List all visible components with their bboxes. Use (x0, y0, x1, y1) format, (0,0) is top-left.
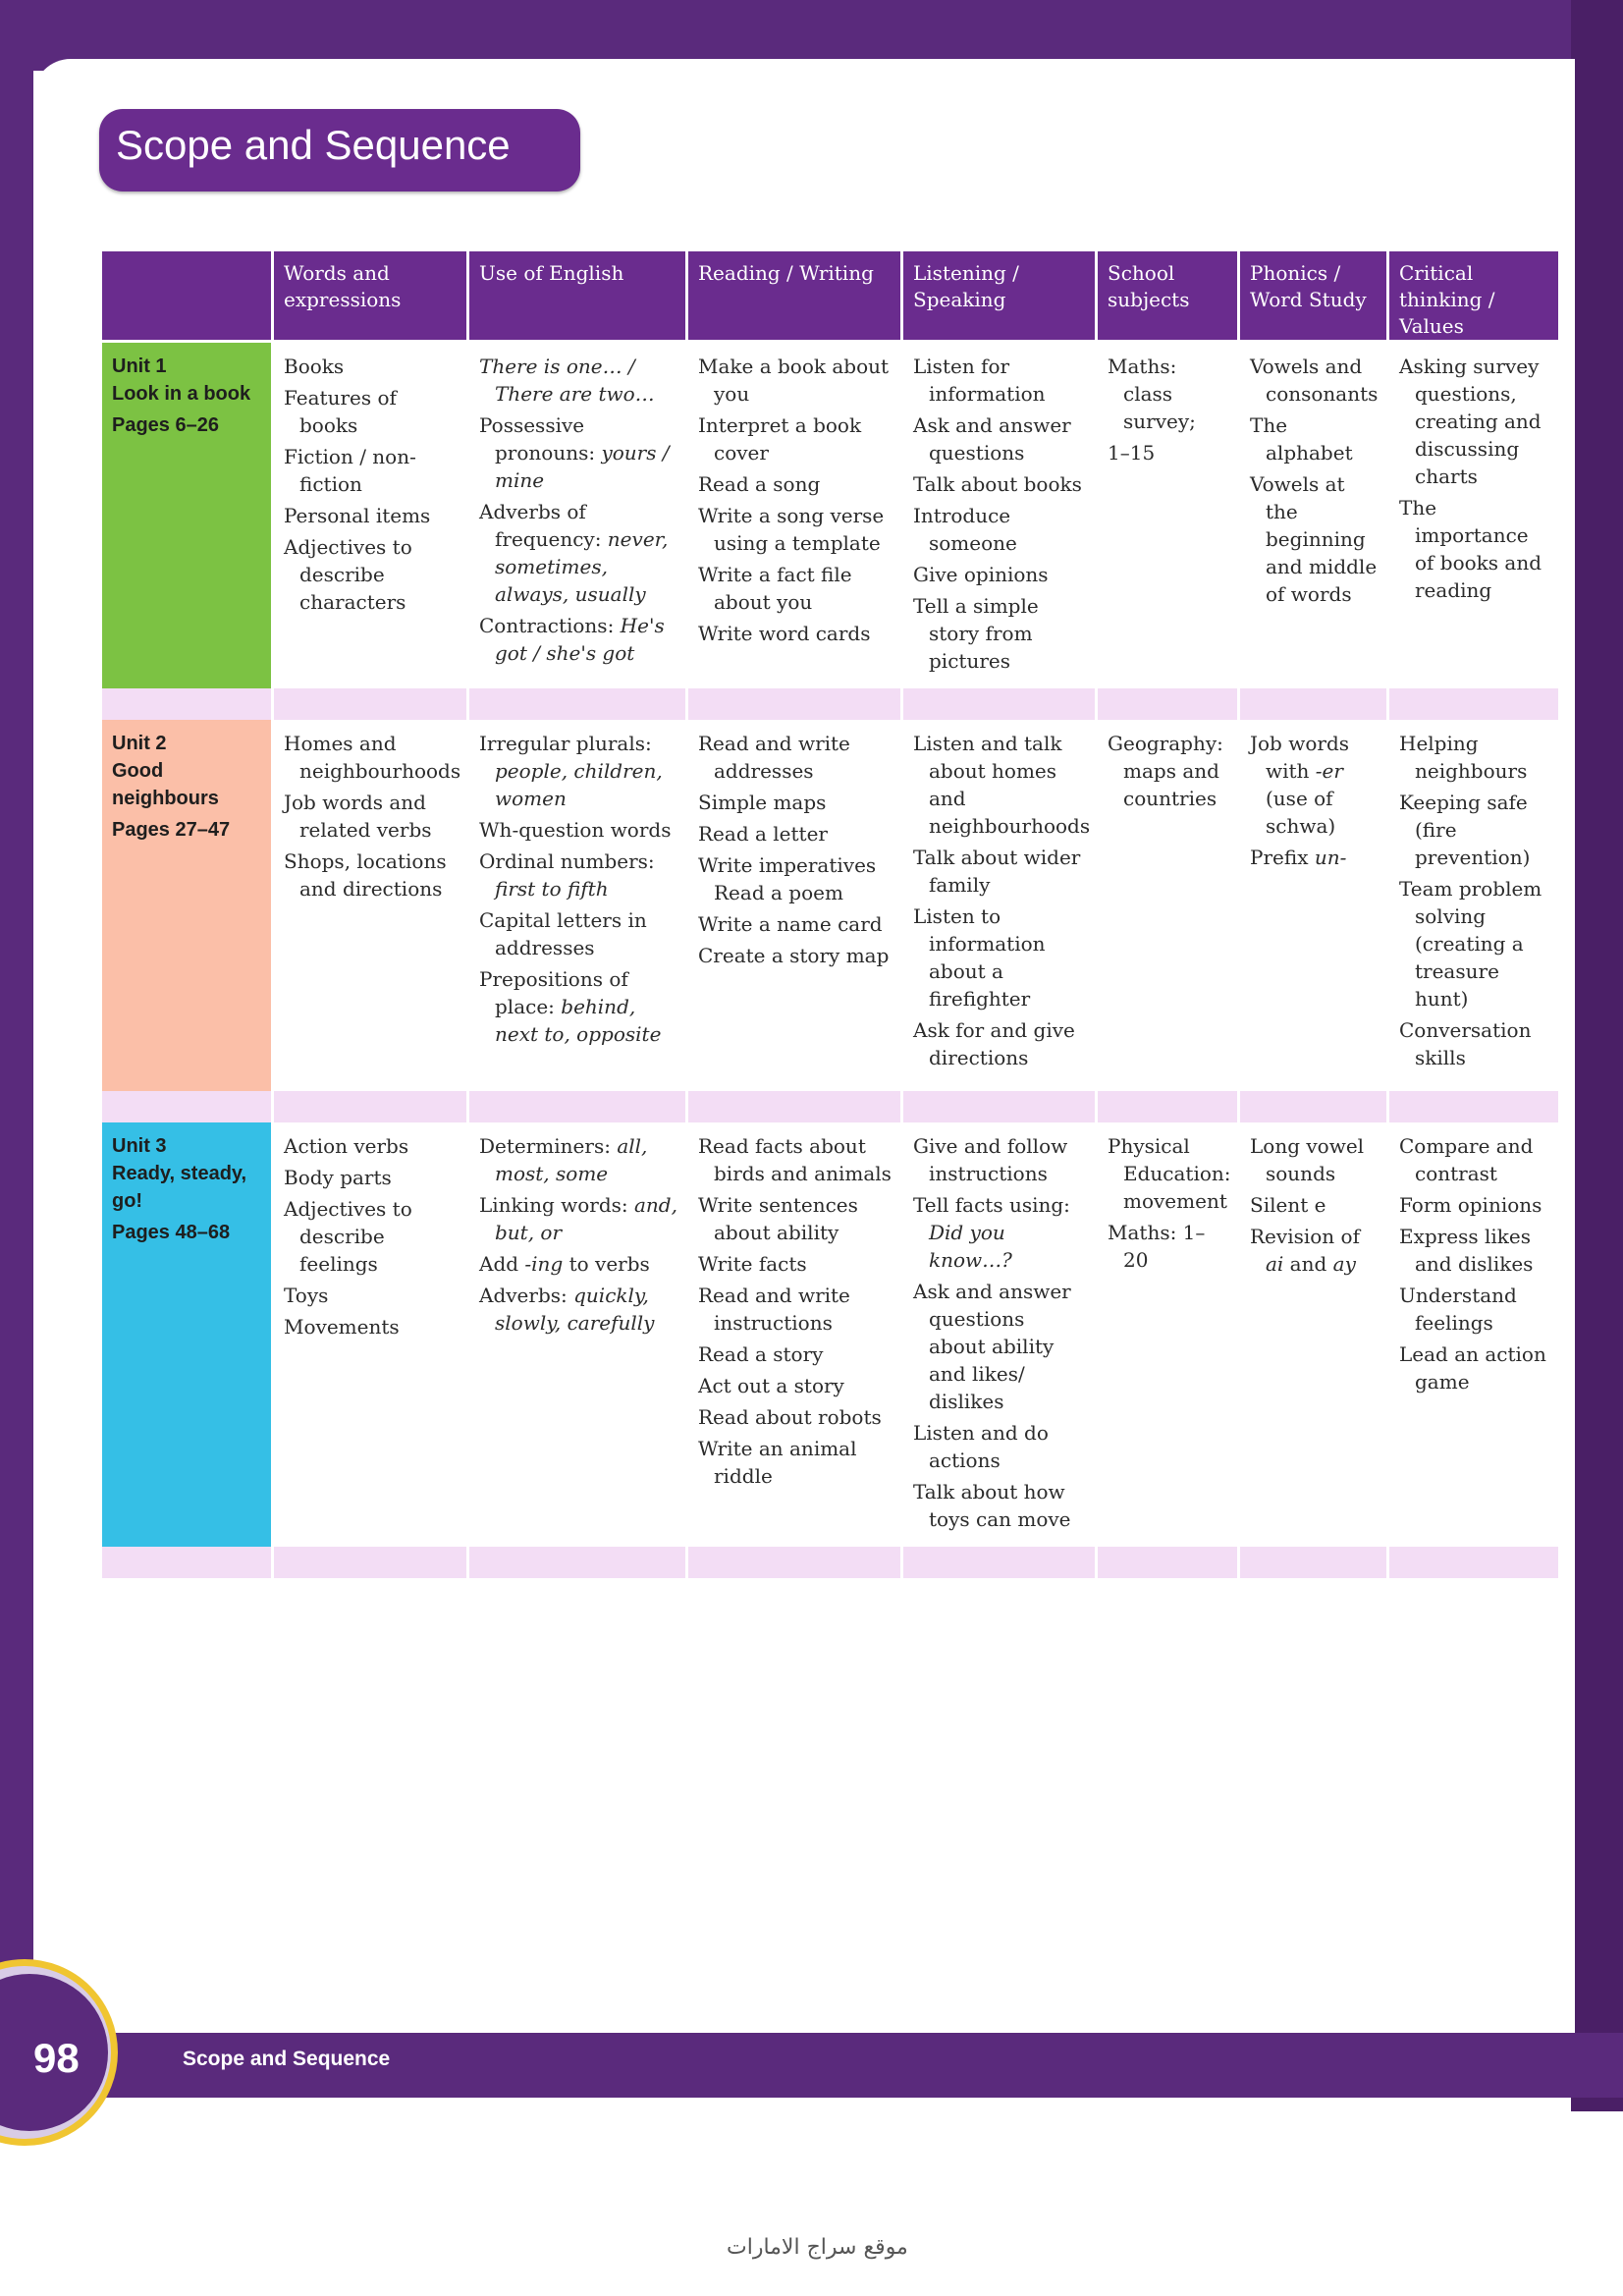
list-item (698, 561, 893, 616)
separator-cell (469, 688, 685, 720)
separator-cell (1389, 688, 1558, 720)
italic-text: He's got / she's got (495, 614, 665, 665)
plain-text: Read a story (698, 1342, 824, 1366)
separator-cell (274, 688, 466, 720)
plain-text: Read a song (698, 472, 821, 496)
list-item (1399, 875, 1550, 1012)
unit-cell-school-subjects (1098, 1122, 1237, 1547)
unit-cell-reading-writing (688, 343, 900, 688)
unit-number: Unit 2 (112, 733, 167, 754)
unit-row (102, 720, 1558, 1091)
plain-text: Vowels at the beginning and middle of words (1250, 472, 1378, 606)
plain-text: Understand feelings (1399, 1284, 1517, 1335)
list-item (913, 411, 1087, 466)
list-item (479, 1250, 677, 1278)
list-item (1250, 1223, 1379, 1278)
plain-text: Adjectives to describe characters (284, 535, 412, 614)
unit-row (102, 343, 1558, 688)
site-watermark-text: موقع سراج الامارات (727, 2235, 908, 2260)
italic-text: first to fifth (495, 877, 609, 901)
italic-text: ai (1266, 1252, 1284, 1276)
unit-cell-phonics-word-study (1240, 1122, 1386, 1547)
row-separator (102, 1091, 1558, 1122)
separator-cell (102, 1547, 271, 1578)
plain-text: Compare and contrast (1399, 1134, 1534, 1185)
scope-table (99, 251, 1561, 1578)
plain-text: Contractions: (479, 614, 621, 637)
unit-number: Unit 3 (112, 1135, 167, 1157)
plain-text: Fiction / non-fiction (284, 445, 416, 496)
list-item (1250, 470, 1379, 608)
list-item (1108, 439, 1229, 466)
column-header: Reading / Writing (688, 251, 900, 343)
list-item (1399, 1191, 1550, 1219)
plain-text: Movements (284, 1315, 400, 1339)
plain-text: The alphabet (1250, 413, 1353, 465)
list-item (913, 561, 1087, 588)
list-item (479, 353, 677, 408)
plain-text: Keeping safe (fire prevention) (1399, 791, 1531, 869)
plain-text: to verbs (563, 1252, 650, 1276)
plain-text: Geography: maps and countries (1108, 732, 1223, 810)
plain-text: 1–15 (1108, 441, 1156, 465)
row-separator (102, 1547, 1558, 1578)
plain-text: Talk about wider family (913, 846, 1081, 897)
page-number: 98 (33, 2035, 80, 2081)
list-item (913, 502, 1087, 557)
list-item (284, 1282, 459, 1309)
unit-cell-use-of-english (469, 343, 685, 688)
plain-text: Listen to information about a firefighter (913, 904, 1046, 1011)
plain-text: Tell a simple story from pictures (913, 594, 1039, 673)
list-item (479, 612, 677, 667)
italic-text: Did you know…? (929, 1221, 1012, 1272)
italic-text: and, but, or (495, 1193, 677, 1244)
italic-text: There is one… / There are two… (479, 355, 655, 406)
list-item (1250, 1191, 1379, 1219)
plain-text: Read about robots (698, 1405, 882, 1429)
plain-text: Irregular plurals: (479, 732, 652, 755)
list-item (913, 1419, 1087, 1474)
plain-text: Give and follow instructions (913, 1134, 1068, 1185)
plain-text: (use of schwa) (1266, 787, 1336, 838)
plain-text: Toys (284, 1284, 329, 1307)
plain-text: Maths: class survey; (1108, 355, 1196, 433)
italic-text: yours / mine (495, 441, 670, 492)
list-item (698, 1340, 893, 1368)
plain-text: Body parts (284, 1166, 392, 1189)
list-item (1399, 1282, 1550, 1337)
separator-cell (469, 1091, 685, 1122)
unit-pages: Pages 48–68 (112, 1222, 231, 1243)
list-item (284, 789, 459, 844)
header-corner (102, 251, 271, 343)
unit-row (102, 1122, 1558, 1547)
list-item (698, 502, 893, 557)
list-item (698, 1282, 893, 1337)
list-item (698, 910, 893, 938)
plain-text: Action verbs (284, 1134, 409, 1158)
separator-cell (1098, 1547, 1237, 1578)
separator-cell (1240, 688, 1386, 720)
list-item (913, 902, 1087, 1012)
list-item (1399, 1132, 1550, 1187)
unit-number: Unit 1 (112, 355, 167, 377)
column-header: Phonics / Word Study (1240, 251, 1386, 343)
plain-text: Write word cards (698, 622, 871, 645)
italic-text: never, sometimes, always, usually (495, 527, 669, 606)
list-item (913, 1132, 1087, 1187)
list-item (1399, 1223, 1550, 1278)
list-item (479, 906, 677, 961)
list-item (1399, 1340, 1550, 1395)
list-item (479, 965, 677, 1048)
unit-cell-reading-writing (688, 720, 900, 1091)
list-item (698, 1372, 893, 1399)
unit-title: Ready, steady, go! (112, 1163, 247, 1212)
unit-cell-phonics-word-study (1240, 343, 1386, 688)
list-item (284, 384, 459, 439)
plain-text: Introduce someone (913, 504, 1017, 555)
plain-text: Job words and related verbs (284, 791, 432, 842)
unit-cell-listening-speaking (903, 343, 1095, 688)
list-item (913, 1016, 1087, 1071)
list-item (284, 1195, 459, 1278)
italic-text: all, most, some (495, 1134, 648, 1185)
list-item (1250, 411, 1379, 466)
plain-text: Write a name card (698, 912, 883, 936)
plain-text: Read a letter (698, 822, 828, 846)
plain-text: Job words with (1250, 732, 1350, 783)
plain-text: Listen and talk about homes and neighbourhoods (913, 732, 1091, 838)
plain-text: Wh-question words (479, 818, 672, 842)
unit-label-cell (102, 343, 271, 688)
plain-text: Read facts about birds and animals (698, 1134, 892, 1185)
list-item (1399, 730, 1550, 785)
footer-section-title: Scope and Sequence (183, 2048, 391, 2070)
list-item (1250, 844, 1379, 871)
list-item (698, 851, 893, 906)
list-item (284, 1164, 459, 1191)
list-item (1108, 1219, 1229, 1274)
header-row (102, 251, 1558, 343)
plain-text: Create a story map (698, 944, 890, 967)
plain-text: Read and write instructions (698, 1284, 850, 1335)
plain-text: Prefix (1250, 846, 1315, 869)
separator-cell (688, 1091, 900, 1122)
plain-text: Express likes and dislikes (1399, 1225, 1534, 1276)
unit-cell-phonics-word-study (1240, 720, 1386, 1091)
plain-text: Write imperatives Read a poem (698, 853, 877, 904)
unit-cell-critical-thinking-values (1389, 343, 1558, 688)
list-item (479, 498, 677, 608)
list-item (1399, 353, 1550, 490)
unit-cell-critical-thinking-values (1389, 1122, 1558, 1547)
separator-cell (903, 1091, 1095, 1122)
plain-text: Ask and answer questions (913, 413, 1071, 465)
list-item (479, 1132, 677, 1187)
list-item (913, 470, 1087, 498)
separator-cell (903, 1547, 1095, 1578)
separator-cell (1098, 1091, 1237, 1122)
list-item (913, 592, 1087, 675)
list-item (479, 411, 677, 494)
plain-text: Capital letters in addresses (479, 908, 647, 959)
plain-text: Revision of (1250, 1225, 1360, 1248)
list-item (698, 942, 893, 969)
list-item (698, 1132, 893, 1187)
plain-text: Talk about how toys can move (913, 1480, 1071, 1531)
list-item (698, 411, 893, 466)
list-item (1250, 353, 1379, 408)
unit-cell-reading-writing (688, 1122, 900, 1547)
list-item (698, 353, 893, 408)
plain-text: Act out a story (698, 1374, 844, 1397)
plain-text: Prepositions of place: (479, 967, 628, 1018)
unit-cell-words-and-expressions (274, 1122, 466, 1547)
list-item (1108, 1132, 1229, 1215)
plain-text: Possessive pronouns: (479, 413, 602, 465)
plain-text: Homes and neighbourhoods (284, 732, 461, 783)
plain-text: Add (479, 1252, 525, 1276)
plain-text: Simple maps (698, 791, 827, 814)
plain-text: Silent e (1250, 1193, 1326, 1217)
plain-text: Linking words: (479, 1193, 634, 1217)
plain-text: Write a song verse using a template (698, 504, 885, 555)
plain-text: The importance of books and reading (1399, 496, 1542, 602)
list-item (284, 353, 459, 380)
plain-text: Talk about books (913, 472, 1082, 496)
list-item (913, 844, 1087, 899)
separator-cell (274, 1547, 466, 1578)
unit-cell-words-and-expressions (274, 343, 466, 688)
list-item (698, 470, 893, 498)
separator-cell (688, 688, 900, 720)
list-item (698, 1250, 893, 1278)
list-item (1108, 353, 1229, 435)
plain-text: Write facts (698, 1252, 807, 1276)
plain-text: Adverbs of frequency: (479, 500, 608, 551)
plain-text: and (1283, 1252, 1333, 1276)
plain-text: Adjectives to describe feelings (284, 1197, 412, 1276)
page-title: Scope and Sequence (116, 122, 511, 168)
list-item (1399, 789, 1550, 871)
italic-text: -er (1315, 759, 1343, 783)
list-item (479, 1282, 677, 1337)
list-item (479, 730, 677, 812)
separator-cell (469, 1547, 685, 1578)
italic-text: un- (1314, 846, 1347, 869)
list-item (698, 789, 893, 816)
plain-text: Helping neighbours (1399, 732, 1528, 783)
unit-pages: Pages 27–47 (112, 819, 231, 841)
list-item (479, 847, 677, 902)
unit-label-cell (102, 720, 271, 1091)
plain-text: Vowels and consonants (1250, 355, 1379, 406)
unit-label-cell (102, 1122, 271, 1547)
column-header: School subjects (1098, 251, 1237, 343)
italic-text: quickly, slowly, carefully (495, 1284, 655, 1335)
plain-text: Conversation skills (1399, 1018, 1532, 1069)
column-header: Use of English (469, 251, 685, 343)
list-item (284, 443, 459, 498)
column-header: Words and expressions (274, 251, 466, 343)
plain-text: Listen for information (913, 355, 1046, 406)
separator-cell (1389, 1547, 1558, 1578)
left-border (0, 0, 33, 2102)
unit-title: Good neighbours (112, 760, 219, 809)
plain-text: Long vowel sounds (1250, 1134, 1365, 1185)
row-separator (102, 688, 1558, 720)
list-item (284, 1313, 459, 1340)
plain-text: Personal items (284, 504, 431, 527)
italic-text: people, children, women (495, 759, 663, 810)
list-item (913, 1478, 1087, 1533)
separator-cell (1389, 1091, 1558, 1122)
list-item (284, 1132, 459, 1160)
separator-cell (274, 1091, 466, 1122)
list-item (479, 816, 677, 844)
plain-text: Give opinions (913, 563, 1049, 586)
plain-text: Write a fact file about you (698, 563, 852, 614)
plain-text: Tell facts using: (913, 1193, 1070, 1217)
list-item (1250, 730, 1379, 840)
plain-text: Make a book about you (698, 355, 890, 406)
unit-cell-listening-speaking (903, 720, 1095, 1091)
separator-cell (903, 688, 1095, 720)
list-item (479, 1191, 677, 1246)
italic-text: -ing (524, 1252, 564, 1276)
plain-text: Listen and do actions (913, 1421, 1049, 1472)
plain-text: Interpret a book cover (698, 413, 862, 465)
separator-cell (102, 1091, 271, 1122)
list-item (698, 1403, 893, 1431)
list-item (284, 730, 459, 785)
list-item (913, 1278, 1087, 1415)
plain-text: Write an animal riddle (698, 1437, 857, 1488)
plain-text: Asking survey questions, creating and discussing charts (1399, 355, 1542, 488)
unit-pages: Pages 6–26 (112, 414, 219, 436)
list-item (284, 847, 459, 902)
plain-text: Write sentences about ability (698, 1193, 858, 1244)
separator-cell (1240, 1091, 1386, 1122)
list-item (1399, 1016, 1550, 1071)
unit-cell-words-and-expressions (274, 720, 466, 1091)
plain-text: Ordinal numbers: (479, 849, 655, 873)
column-header: Listening / Speaking (903, 251, 1095, 343)
italic-text: behind, next to, opposite (495, 995, 662, 1046)
unit-cell-use-of-english (469, 720, 685, 1091)
list-item (913, 730, 1091, 840)
unit-title: Look in a book (112, 383, 251, 405)
plain-text: Lead an action game (1399, 1342, 1546, 1394)
plain-text: Books (284, 355, 345, 378)
separator-cell (102, 688, 271, 720)
separator-cell (1098, 688, 1237, 720)
separator-cell (688, 1547, 900, 1578)
right-border (1571, 0, 1623, 2111)
list-item (284, 533, 459, 616)
unit-cell-school-subjects (1098, 343, 1237, 688)
plain-text: Read and write addresses (698, 732, 850, 783)
table-body (102, 343, 1558, 1578)
plain-text: Form opinions (1399, 1193, 1542, 1217)
list-item (1250, 1132, 1379, 1187)
separator-cell (1240, 1547, 1386, 1578)
list-item (913, 1191, 1087, 1274)
unit-cell-school-subjects (1098, 720, 1237, 1091)
unit-cell-use-of-english (469, 1122, 685, 1547)
plain-text: Determiners: (479, 1134, 618, 1158)
list-item (1108, 730, 1229, 812)
list-item (698, 730, 893, 785)
list-item (698, 620, 893, 647)
plain-text: Ask and answer questions about ability and likes/ dislikes (913, 1280, 1071, 1413)
italic-text: ay (1332, 1252, 1356, 1276)
list-item (284, 502, 459, 529)
plain-text: Team problem solving (creating a treasure hunt) (1399, 877, 1542, 1011)
plain-text: Adverbs: (479, 1284, 574, 1307)
list-item (1399, 494, 1550, 604)
list-item (698, 820, 893, 847)
plain-text: Features of books (284, 386, 397, 437)
plain-text: Maths: 1–20 (1108, 1221, 1206, 1272)
unit-cell-critical-thinking-values (1389, 720, 1558, 1091)
unit-cell-listening-speaking (903, 1122, 1095, 1547)
plain-text: Ask for and give directions (913, 1018, 1075, 1069)
plain-text: Shops, locations and directions (284, 849, 447, 901)
column-header: Critical thinking / Values (1389, 251, 1558, 343)
list-item (913, 353, 1087, 408)
plain-text: Physical Education: movement (1108, 1134, 1231, 1213)
list-item (698, 1191, 893, 1246)
list-item (698, 1435, 893, 1490)
